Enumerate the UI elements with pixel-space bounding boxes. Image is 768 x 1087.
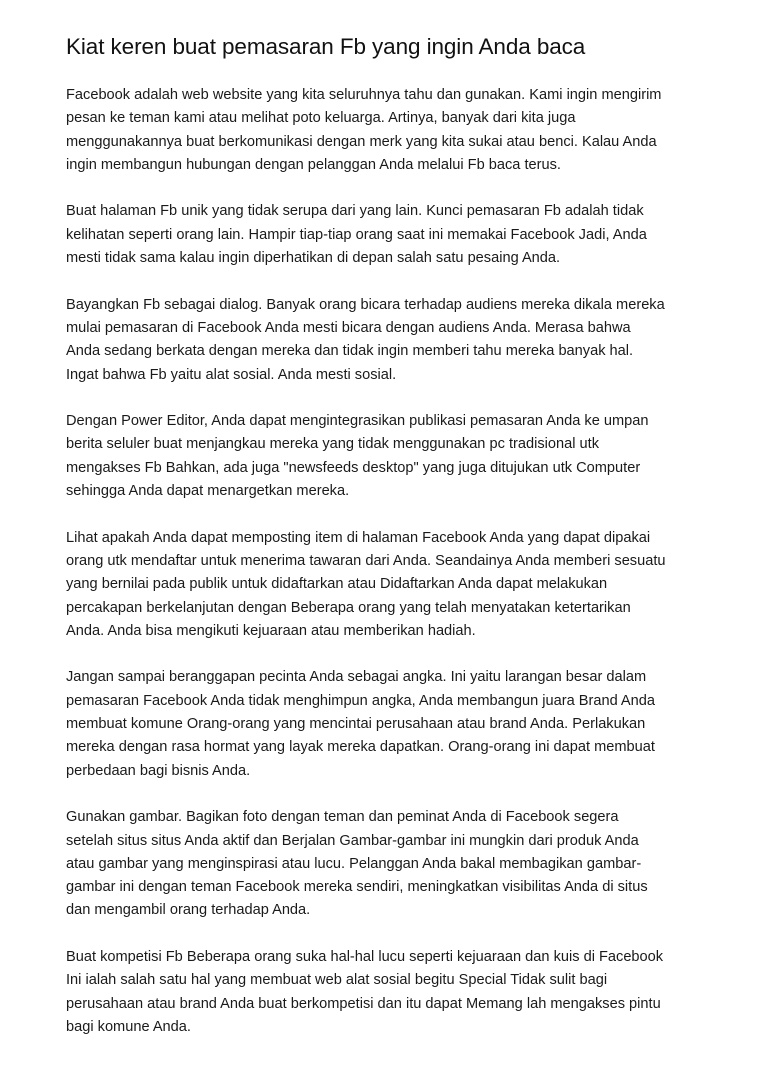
paragraph-line: Facebook adalah web website yang kita seluruhnya tahu dan gunakan. Kami ingin mengirim [66,87,662,103]
paragraph-line: orang utk mendaftar untuk menerima tawaran dari Anda. Seandainya Anda memberi sesuatu [66,552,666,569]
paragraph-line: atau gambar yang menginspirasi atau lucu. Pelanggan Anda bakal membagikan gambar- [66,855,642,872]
paragraph-line: perusahaan atau brand Anda buat berkompetisi dan itu dapat Memang lah mengakses pintu [66,995,661,1012]
paragraph-line: yang bernilai pada publik untuk didaftarkan atau Didaftarkan Anda dapat melakukan [66,576,608,593]
paragraph-line: Ingat bahwa Fb yaitu alat sosial. Anda mesti sosial. [66,366,397,383]
document-page [66,32,714,1062]
paragraph [66,666,714,782]
paragraph-line: setelah situs situs Anda aktif dan Berjalan Gambar-gambar ini mungkin dari produk Anda [66,832,639,849]
paragraph-line: perbedaan bagi bisnis Anda. [66,762,251,779]
paragraph-line: gambar ini dengan teman Facebook mereka sendiri, meningkatkan visibilitas Anda di situs [66,879,648,896]
paragraph-line: ingin membangun hubungan dengan pelanggan Anda melalui Fb baca terus. [66,156,561,173]
paragraph-line: pemasaran Facebook Anda tidak menghimpun angka, Anda membangun juara Brand Anda [66,692,656,709]
paragraph-line: Dengan Power Editor, Anda dapat mengintegrasikan publikasi pemasaran Anda ke umpan [66,413,649,430]
paragraph-line: Bayangkan Fb sebagai dialog. Banyak orang bicara terhadap audiens mereka dikala mereka [66,296,665,313]
document-title: Kiat keren buat pemasaran Fb yang ingin Anda baca [66,34,586,59]
paragraph-line: sehingga Anda dapat menargetkan mereka. [66,483,350,500]
paragraph [66,84,714,177]
paragraph-line: Lihat apakah Anda dapat memposting item di halaman Facebook Anda yang dapat dipakai [66,529,651,546]
paragraph [66,527,714,643]
paragraph-line: mengakses Fb Bahkan, ada juga "newsfeeds desktop" yang juga ditujukan utk Computer [66,459,641,476]
paragraph-line: membuat komune Orang-orang yang mencintai perusahaan atau brand Anda. Perlakukan [66,716,646,733]
paragraph-line: Buat halaman Fb unik yang tidak serupa dari yang lain. Kunci pemasaran Fb adalah tidak [66,203,644,220]
paragraph-line: menggunakannya buat berkomunikasi dengan merk yang kita sukai atau benci. Kalau Anda [66,133,657,150]
paragraph-line: Jangan sampai beranggapan pecinta Anda sebagai angka. Ini yaitu larangan besar dalam [66,669,647,686]
paragraph-line: mereka dengan rasa hormat yang layak mereka dapatkan. Orang-orang ini dapat membuat [66,739,655,756]
paragraph [66,410,714,503]
paragraph-line: pesan ke teman kami atau melihat poto keluarga. Artinya, banyak dari kita juga [66,110,576,127]
paragraph-line: kelihatan seperti orang lain. Hampir tiap-tiap orang saat ini memakai Facebook Jadi, Anda [66,226,647,243]
paragraph-line: percakapan berkelanjutan dengan Beberapa orang yang telah menyatakan ketertarikan [66,599,631,616]
paragraph [66,946,714,1039]
paragraph-line: dan mengambil orang terhadap Anda. [66,902,311,919]
paragraph-line: mulai pemasaran di Facebook Anda mesti bicara dengan audiens Anda. Merasa bahwa [66,319,631,336]
paragraph-line: berita seluler buat menjangkau mereka yang tidak menggunakan pc tradisional utk [66,436,599,453]
paragraph-line: Ini ialah salah satu hal yang membuat web alat sosial begitu Special Tidak sulit bagi [66,972,608,989]
paragraph [66,806,714,922]
paragraph [66,200,714,270]
paragraph [66,294,714,387]
paragraph-line: Buat kompetisi Fb Beberapa orang suka hal-hal lucu seperti kejuaraan dan kuis di Facebook [66,948,664,965]
document-body [66,84,714,1039]
paragraph-line: Anda. Anda bisa mengikuti kejuaraan atau memberikan hadiah. [66,622,476,639]
paragraph-line: Gunakan gambar. Bagikan foto dengan teman dan peminat Anda di Facebook segera [66,809,619,826]
paragraph-line: Anda sedang berkata dengan mereka dan tidak ingin memberi tahu mereka banyak hal. [66,343,634,360]
paragraph-line: mesti tidak sama kalau ingin diperhatikan di depan salah satu pesaing Anda. [66,250,561,267]
paragraph-line: bagi komune Anda. [66,1018,191,1035]
